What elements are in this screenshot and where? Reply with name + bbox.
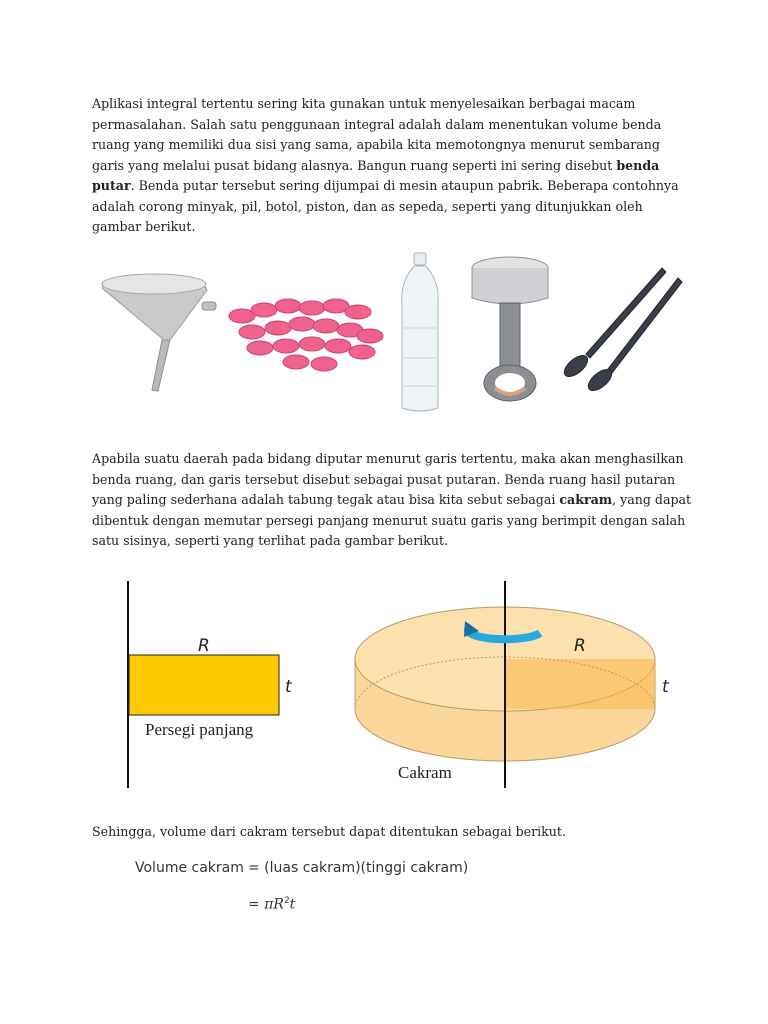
volume-equation-label: Volume cakram xyxy=(135,860,244,876)
examples-photo-strip xyxy=(92,248,692,418)
disc-label-R: R xyxy=(574,636,586,656)
rectangle-caption: Persegi panjang xyxy=(145,720,254,739)
axle-photo xyxy=(561,268,682,394)
rotation-figure xyxy=(92,575,692,795)
disc-explanation-paragraph: Apabila suatu daerah pada bidang diputar menurut garis tertentu, maka akan menghasilkan benda ruang, dan garis tersebut disebut sebagai pusat putaran. Benda ruang hasil putaran yang paling sederhana adalah tabung tegak atau bisa kita sebut sebagai cakram, yang dapat dibentuk dengan memutar persegi panjang menurut suatu garis yang berimpit dengan salah satu sisinya, seperti yang terlihat pada gambar berikut. xyxy=(92,451,692,548)
rectangle-label-t: t xyxy=(285,677,292,697)
bottle-photo xyxy=(402,253,439,411)
funnel-photo xyxy=(102,274,216,391)
rectangle-shape xyxy=(129,655,279,715)
volume-intro-paragraph: Sehingga, volume dari cakram tersebut dapat ditentukan sebagai berikut. xyxy=(92,824,566,839)
disc-caption: Cakram xyxy=(398,763,452,782)
pills-photo xyxy=(229,299,383,371)
disc-label-t: t xyxy=(662,677,669,697)
volume-equation-line2: = $\pi R^2t$ xyxy=(248,896,296,913)
volume-equation-line1: = (luas cakram)(tinggi cakram) xyxy=(248,860,469,876)
intro-paragraph: Aplikasi integral tertentu sering kita gunakan untuk menyelesaikan berbagai macam permasalahan. Salah satu penggunaan integral adalah dalam menentukan volume benda ruang yang memiliki dua sisi yang sama, apabila kita memotongnya menurut sembarang garis yang melalui pusat bidang alasnya. Bangun ruang seperti ini sering disebut benda putar. Benda putar tersebut sering dijumpai di mesin ataupun pabrik. Beberapa contohnya adalah corong minyak, pil, botol, piston, dan as sepeda, seperti yang ditunjukkan oleh gambar berikut. xyxy=(92,96,679,234)
piston-photo xyxy=(472,257,548,401)
rectangle-label-R: R xyxy=(198,636,210,656)
